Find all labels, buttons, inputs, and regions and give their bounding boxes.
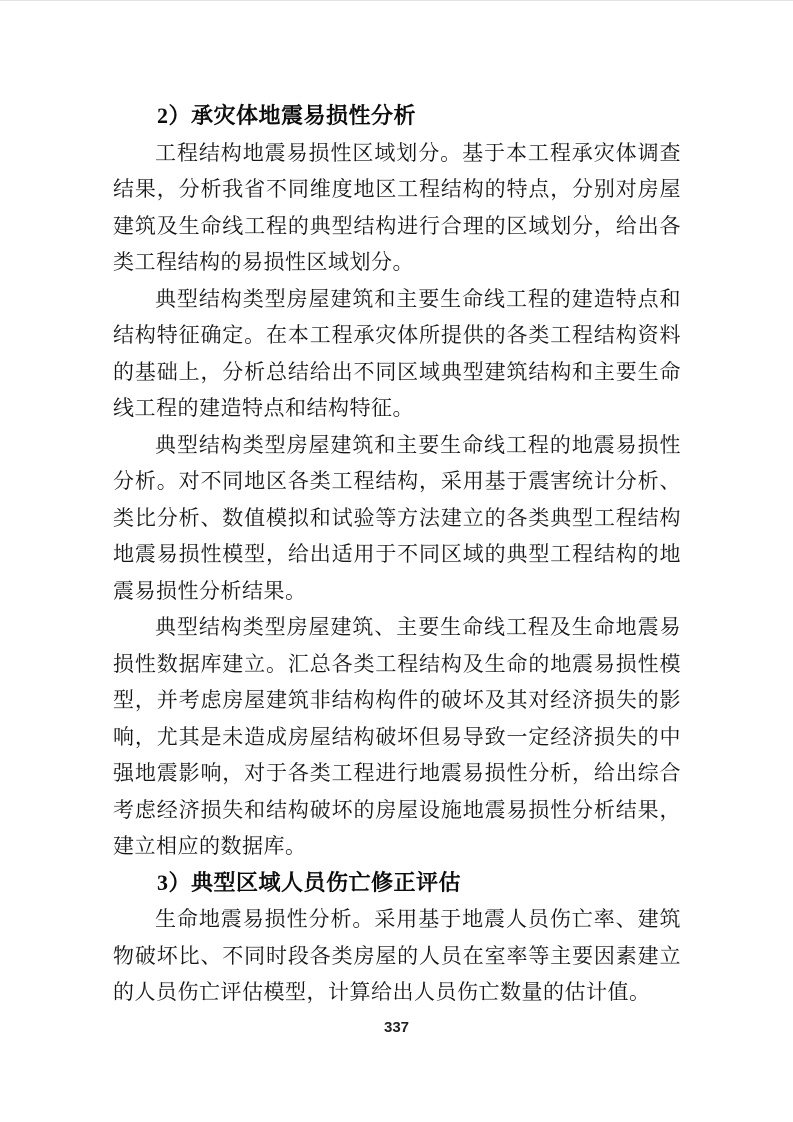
page-content [113,98,681,1011]
paragraph: 生命地震易损性分析。采用基于地震人员伤亡率、建筑物破坏比、不同时段各类房屋的人员在室率等主要因素建立的人员伤亡评估模型，计算给出人员伤亡数量的估计值。 [113,907,681,1004]
paragraph: 工程结构地震易损性区域划分。基于本工程承灾体调查结果，分析我省不同维度地区工程结构的特点，分别对房屋建筑及生命线工程的典型结构进行合理的区域划分，给出各类工程结构的易损性区域划分。 [113,140,681,274]
paragraph: 典型结构类型房屋建筑、主要生命线工程及生命地震易损性数据库建立。汇总各类工程结构及生命的地震易损性模型，并考虑房屋建筑非结构构件的破坏及其对经济损失的影响，尤其是未造成房屋结构破坏但易导致一定经济损失的中强地震影响，对于各类工程进行地震易损性分析，给出综合考虑经济损失和结构破坏的房屋设施地震易损性分析结果，建立相应的数据库。 [113,615,681,858]
section-heading-3: 3）典型区域人员伤亡修正评估 [157,869,462,895]
paragraph: 典型结构类型房屋建筑和主要生命线工程的建造特点和结构特征确定。在本工程承灾体所提供的各类工程结构资料的基础上，分析总结给出不同区域典型建筑结构和主要生命线工程的建造特点和结构特征。 [113,286,681,420]
section-heading-2: 2）承灾体地震易损性分析 [157,103,417,128]
paragraph: 典型结构类型房屋建筑和主要生命线工程的地震易损性分析。对不同地区各类工程结构，采用基于震害统计分析、类比分析、数值模拟和试验等方法建立的各类典型工程结构地震易损性模型，给出适用于不同区域的典型工程结构的地震易损性分析结果。 [113,432,681,603]
page-number: 337 [383,1019,410,1036]
